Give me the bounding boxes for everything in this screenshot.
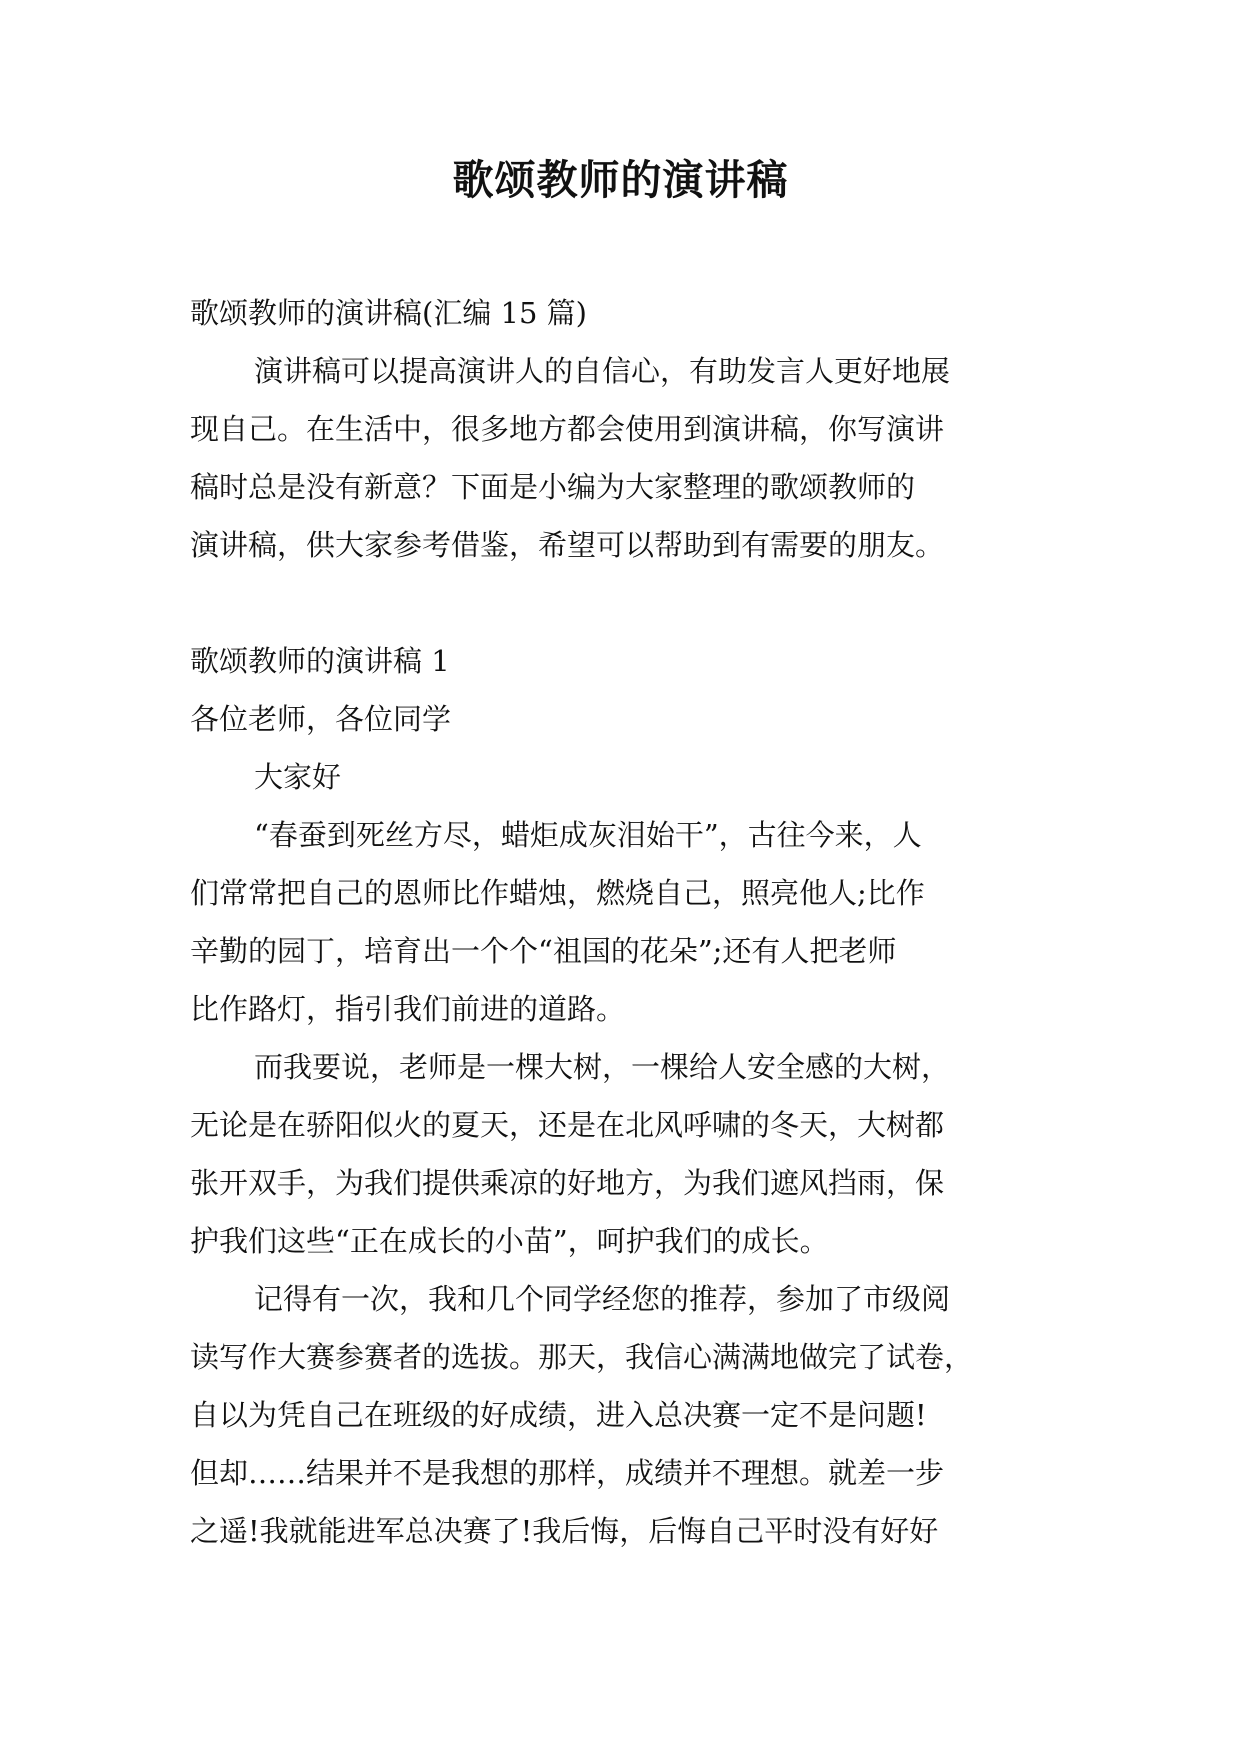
paragraph-3 xyxy=(190,1270,1050,1560)
section-heading: 歌颂教师的演讲稿 1 xyxy=(190,644,450,678)
paragraph-line: 护我们这些“正在成长的小苗”，呵护我们的成长。 xyxy=(190,1224,829,1258)
greeting: 大家好 xyxy=(254,760,342,794)
document-body xyxy=(190,284,1050,1560)
paragraph-line: 辛勤的园丁，培育出一个个“祖国的花朵”;还有人把老师 xyxy=(190,934,897,968)
document-subtitle: 歌颂教师的演讲稿(汇编 15 篇) xyxy=(190,296,587,330)
intro-line: 现自己。在生活中，很多地方都会使用到演讲稿，你写演讲 xyxy=(190,412,945,446)
paragraph-line: 们常常把自己的恩师比作蜡烛，燃烧自己，照亮他人;比作 xyxy=(190,876,925,910)
paragraph-line: 而我要说，老师是一棵大树，一棵给人安全感的大树， xyxy=(254,1050,951,1084)
paragraph-line: “春蚕到死丝方尽，蜡炬成灰泪始干”，古往今来，人 xyxy=(254,818,922,852)
intro-line: 稿时总是没有新意？下面是小编为大家整理的歌颂教师的 xyxy=(190,470,916,504)
paragraph-gap xyxy=(190,574,1050,632)
paragraph-1 xyxy=(190,806,1050,1038)
intro-line: 演讲稿，供大家参考借鉴，希望可以帮助到有需要的朋友。 xyxy=(190,528,945,562)
paragraph-2 xyxy=(190,1038,1050,1270)
paragraph-line: 无论是在骄阳似火的夏天，还是在北风呼啸的冬天，大树都 xyxy=(190,1108,945,1142)
paragraph-line: 自以为凭自己在班级的好成绩，进入总决赛一定不是问题! xyxy=(190,1398,927,1432)
document-title: 歌颂教师的演讲稿 xyxy=(452,156,789,204)
paragraph-line: 读写作大赛参赛者的选拔。那天，我信心满满地做完了试卷， xyxy=(190,1340,974,1374)
intro-paragraph xyxy=(190,342,1050,574)
paragraph-line: 之遥!我就能进军总决赛了!我后悔，后悔自己平时没有好好 xyxy=(190,1514,939,1548)
paragraph-line: 记得有一次，我和几个同学经您的推荐，参加了市级阅 xyxy=(254,1282,951,1316)
paragraph-line: 比作路灯，指引我们前进的道路。 xyxy=(190,992,626,1026)
salutation: 各位老师，各位同学 xyxy=(190,702,452,736)
intro-line: 演讲稿可以提高演讲人的自信心，有助发言人更好地展 xyxy=(254,354,951,388)
paragraph-line: 张开双手，为我们提供乘凉的好地方，为我们遮风挡雨，保 xyxy=(190,1166,945,1200)
paragraph-line: 但却……结果并不是我想的那样，成绩并不理想。就差一步 xyxy=(190,1456,945,1490)
